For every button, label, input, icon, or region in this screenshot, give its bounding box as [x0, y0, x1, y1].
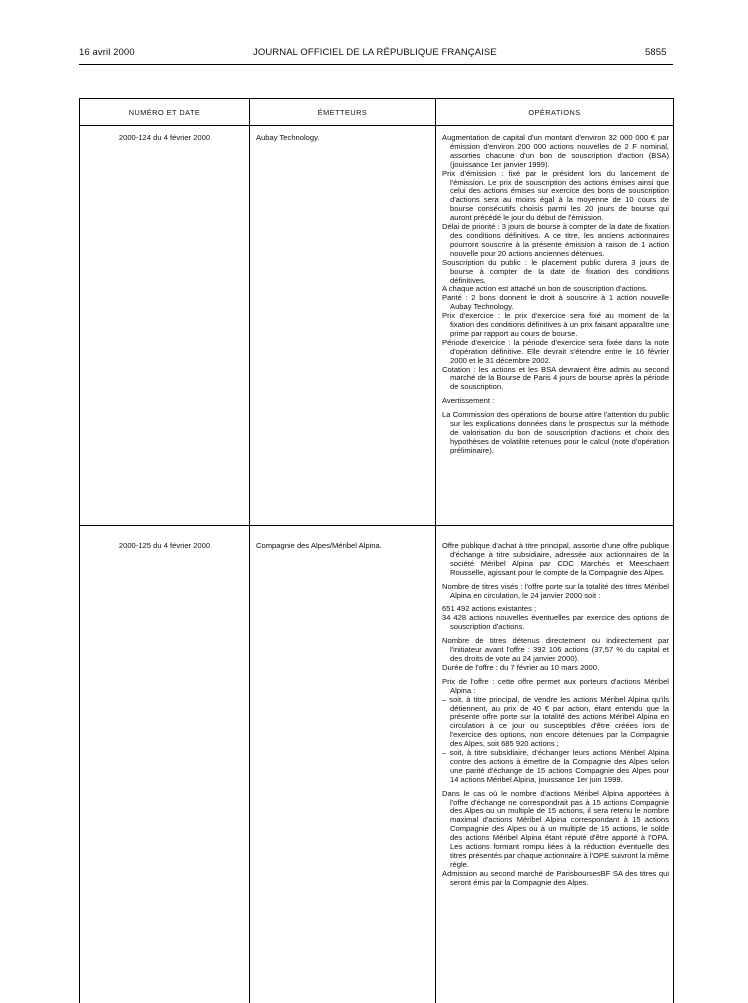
operation-paragraph: Dans le cas où le nombre d'actions Méribel Alpina apportées à l'offre d'échange ne correspondrait pas à 15 actions Compagnie des Alpes ou un multiple de 15 actions, il sera retenu le nombre maximal d'actions Méribel Alpina correspondant à 15 actions Compagnie des Alpes ou à un multiple de 15 actions, le solde des actions Méribel Alpina étant réputé d'être apporté à l'OPA. Les actions formant rompu liées à la réduction éventuelle des titres présentés par chaque actionnaire à l'OPE suivront la même règle. — [442, 790, 669, 870]
operation-paragraph: Nombre de titres visés : l'offre porte sur la totalité des titres Méribel Alpina en circulation, le 24 janvier 2000 soit : — [442, 583, 669, 601]
row-numero: 2000-124 du 4 février 2000 — [80, 126, 250, 526]
column-header-operations: OPÉRATIONS — [436, 99, 674, 126]
operation-paragraph: 34 428 actions nouvelles éventuelles par exercice des options de souscription d'actions. — [442, 614, 669, 632]
header-page-number: 5855 — [645, 47, 667, 58]
row-operations — [436, 526, 674, 1003]
header-title: JOURNAL OFFICIEL DE LA RÉPUBLIQUE FRANÇAISE — [253, 47, 497, 58]
table-row — [80, 126, 674, 526]
operation-paragraph: A chaque action est attaché un bon de souscription d'actions. — [442, 285, 669, 294]
header-date: 16 avril 2000 — [79, 47, 135, 58]
operation-paragraph: La Commission des opérations de bourse attire l'attention du public sur les explications données dans le prospectus sur la méthode de valorisation du bon de souscription d'actions et choix des hypothèses de volatilité retenues pour le calcul (note d'opération préliminaire). — [442, 411, 669, 456]
table-row — [80, 526, 674, 1003]
table-header-row — [80, 99, 674, 126]
row-operations — [436, 126, 674, 526]
column-header-emetteurs: ÉMETTEURS — [250, 99, 436, 126]
operation-paragraph: Augmentation de capital d'un montant d'environ 32 000 000 € par émission d'environ 200 000 actions nouvelles de 2 F nominal, assorties chacune d'un bon de souscription d'action (BSA) (jouissance 1er janvier 1999). — [442, 134, 669, 170]
header-rule — [79, 64, 673, 65]
operation-paragraph: Prix d'exercice : le prix d'exercice sera fixé au moment de la fixation des conditions définitives à un prix faisant apparaître une prime par rapport au cours de bourse. — [442, 312, 669, 339]
operation-paragraph: Parité : 2 bons donnent le droit à souscrire à 1 action nouvelle Aubay Technology. — [442, 294, 669, 312]
operation-paragraph: Souscription du public : le placement public durera 3 jours de bourse à compter de la date de fixation des conditions définitives. — [442, 259, 669, 286]
column-header-numero: NUMÉRO ET DATE — [80, 99, 250, 126]
operations-table — [79, 98, 674, 1003]
row-numero: 2000-125 du 4 février 2000 — [80, 526, 250, 1003]
operation-paragraph: Période d'exercice : la période d'exercice sera fixée dans la note d'opération définitive. Elle devrait s'étendre entre le 16 février 2000 et le 31 décembre 2002. — [442, 339, 669, 366]
operation-paragraph: Prix d'émission : fixé par le président lors du lancement de l'émission. Le prix de souscription des actions émises ainsi que celui des actions émises sur exercice des bons de souscription d'actions sera au moins égal à la moyenne de 10 cours de bourse consécutifs choisis parmi les 20 jours de bourse qui auront précédé le jour du début de l'émission. — [442, 170, 669, 223]
row-emetteur: Aubay Technology. — [250, 126, 436, 526]
operation-paragraph: 651 492 actions existantes ; — [442, 605, 669, 614]
operation-paragraph: – soit, à titre subsidiaire, d'échanger leurs actions Méribel Alpina contre des actions à émettre de la Compagnie des Alpes selon une parité d'échange de 15 actions Compagnie des Alpes pour 14 actions Méribel Alpina, jouissance 1er juin 1999. — [442, 749, 669, 785]
operation-paragraph: Durée de l'offre : du 7 février au 10 mars 2000. — [442, 664, 669, 673]
operation-paragraph: Prix de l'offre : cette offre permet aux porteurs d'actions Méribel Alpina : — [442, 678, 669, 696]
operation-paragraph: Offre publique d'achat à titre principal, assortie d'une offre publique d'échange à titre subsidiaire, adressée aux actionnaires de la société Méribel Alpina par CDC Marchés et Meeschaert Rousselle, agissant pour le compte de la Compagnie des Alpes. — [442, 542, 669, 578]
operation-paragraph: Avertissement : — [442, 397, 669, 406]
operation-paragraph: Nombre de titres détenus directement ou indirectement par l'initiateur avant l'offre : 392 106 actions (37,57 % du capital et des droits de vote au 24 janvier 2000). — [442, 637, 669, 664]
row-emetteur: Compagnie des Alpes/Méribel Alpina. — [250, 526, 436, 1003]
operation-paragraph: – soit, à titre principal, de vendre les actions Méribel Alpina qu'ils détiennent, au prix de 40 € par action, étant entendu que la présente offre porte sur la totalité des actions Méribel Alpina en circulation à ce jour ou susceptibles d'être créées lors de l'exercice des options, non encore détenues par la Compagnie des Alpes, soit 685 920 actions ; — [442, 696, 669, 749]
operation-paragraph: Admission au second marché de ParisboursesBF SA des titres qui seront émis par la Compagnie des Alpes. — [442, 870, 669, 888]
operation-paragraph: Cotation : les actions et les BSA devraient être admis au second marché de la Bourse de Paris 4 jours de bourse après la période de souscription. — [442, 366, 669, 393]
operation-paragraph: Délai de priorité : 3 jours de bourse à compter de la date de fixation des conditions définitives. A ce titre, les anciens actionnaires pourront souscrire à la présente émission à raison de 1 action nouvelle pour 20 actions anciennes détenues. — [442, 223, 669, 259]
